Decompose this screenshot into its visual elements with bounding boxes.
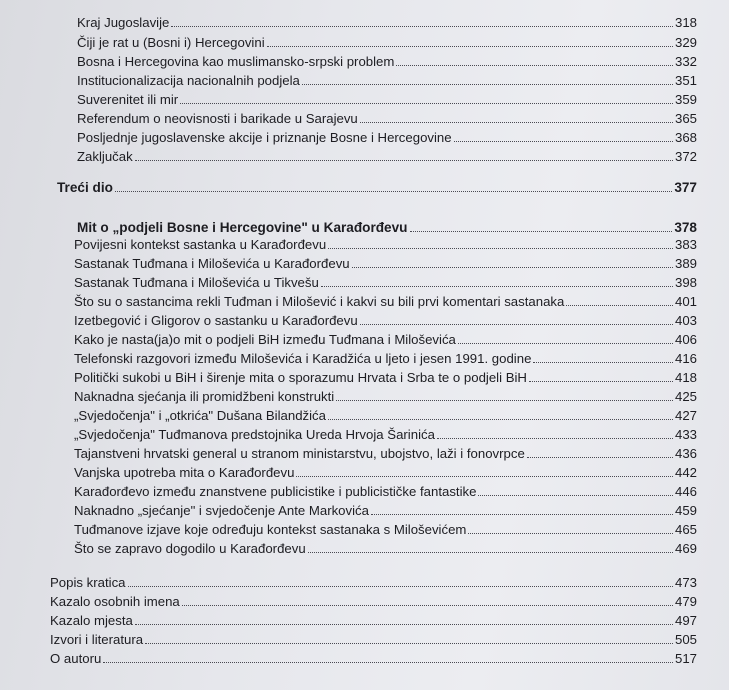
toc-entry xyxy=(77,54,697,69)
toc-page: 425 xyxy=(674,389,697,404)
toc-title: Popis kratica xyxy=(50,575,126,590)
toc-title: Suverenitet ili mir xyxy=(77,92,179,107)
toc-page: 473 xyxy=(674,575,697,590)
toc-entry xyxy=(50,594,697,609)
dot-leader xyxy=(115,191,672,192)
dot-leader xyxy=(328,248,673,249)
toc-page: 505 xyxy=(674,632,697,647)
toc-entry xyxy=(74,503,697,518)
dot-leader xyxy=(336,400,673,401)
toc-title: Tuđmanove izjave koje određuju kontekst sastanaka s Miloševićem xyxy=(74,522,467,537)
dot-leader xyxy=(321,286,673,287)
toc-entry xyxy=(74,541,697,556)
toc-page: 436 xyxy=(674,446,697,461)
toc-title: Što se zapravo dogodilo u Karađorđevu xyxy=(74,541,306,556)
toc-entry xyxy=(74,389,697,404)
toc-title: „Svjedočenja" i „otkrića" Dušana Bilandžića xyxy=(74,408,326,423)
toc-title: Treći dio xyxy=(57,180,113,195)
toc-title: Mit o „podjeli Bosne i Hercegovine" u Karađorđevu xyxy=(77,220,408,235)
chapter-heading xyxy=(77,220,697,235)
dot-leader xyxy=(267,46,673,47)
toc-entry xyxy=(50,575,697,590)
dot-leader xyxy=(352,267,673,268)
toc-page: 469 xyxy=(674,541,697,556)
dot-leader xyxy=(437,438,673,439)
toc-title: Što su o sastancima rekli Tuđman i Milošević i kakvi su bili prvi komentari sastanaka xyxy=(74,294,565,309)
dot-leader xyxy=(360,324,673,325)
toc-entry xyxy=(77,73,697,88)
toc-entry xyxy=(74,484,697,499)
toc-title: Sastanak Tuđmana i Miloševića u Karađorđevu xyxy=(74,256,350,271)
toc-page: 368 xyxy=(674,130,697,145)
toc-page: 378 xyxy=(674,220,697,235)
toc-title: Karađorđevo između znanstvene publicistike i publicističke fantastike xyxy=(74,484,477,499)
toc-title: Politički sukobi u BiH i širenje mita o sporazumu Hrvata i Srba te o podjeli BiH xyxy=(74,370,527,385)
toc-page: 465 xyxy=(674,522,697,537)
dot-leader xyxy=(182,605,673,606)
toc-page: 389 xyxy=(674,256,697,271)
toc-page: 401 xyxy=(674,294,697,309)
toc-page: 427 xyxy=(674,408,697,423)
toc-entry xyxy=(50,651,697,666)
toc-title: Kako je nasta(ja)o mit o podjeli BiH između Tuđmana i Miloševića xyxy=(74,332,456,347)
dot-leader xyxy=(171,26,673,27)
toc-page: 479 xyxy=(674,594,697,609)
dot-leader xyxy=(527,457,673,458)
dot-leader xyxy=(396,65,673,66)
toc-entry xyxy=(77,15,697,30)
toc-page: 329 xyxy=(674,35,697,50)
toc-title: Referendum o neovisnosti i barikade u Sarajevu xyxy=(77,111,358,126)
toc-page: 359 xyxy=(674,92,697,107)
toc-title: Institucionalizacija nacionalnih podjela xyxy=(77,73,300,88)
dot-leader xyxy=(371,514,673,515)
toc-entry xyxy=(50,613,697,628)
toc-entry xyxy=(74,408,697,423)
dot-leader xyxy=(135,624,673,625)
toc-title: Telefonski razgovori između Miloševića i Karadžića u ljeto i jesen 1991. godine xyxy=(74,351,532,366)
toc-title: Izetbegović i Gligorov o sastanku u Karađorđevu xyxy=(74,313,358,328)
dot-leader xyxy=(103,662,673,663)
toc-page: 351 xyxy=(674,73,697,88)
dot-leader xyxy=(478,495,673,496)
toc-entry xyxy=(74,256,697,271)
toc-entry xyxy=(77,111,697,126)
toc-page: 433 xyxy=(674,427,697,442)
toc-title: Bosna i Hercegovina kao muslimansko-srpski problem xyxy=(77,54,395,69)
dot-leader xyxy=(533,362,673,363)
toc-page: 377 xyxy=(674,180,697,195)
toc-entry xyxy=(50,632,697,647)
toc-page: 517 xyxy=(674,651,697,666)
toc-entry xyxy=(74,427,697,442)
dot-leader xyxy=(566,305,673,306)
toc-entry xyxy=(77,35,697,50)
toc-title: Tajanstveni hrvatski general u stranom ministarstvu, ubojstvo, laži i fonovrpce xyxy=(74,446,525,461)
toc-title: Posljednje jugoslavenske akcije i priznanje Bosne i Hercegovine xyxy=(77,130,452,145)
toc-title: Naknadna sjećanja ili promidžbeni konstrukti xyxy=(74,389,335,404)
toc-entry xyxy=(74,351,697,366)
dot-leader xyxy=(296,476,673,477)
toc-title: Kazalo osobnih imena xyxy=(50,594,180,609)
toc-page: 383 xyxy=(674,237,697,252)
dot-leader xyxy=(302,84,673,85)
toc-title: „Svjedočenja" Tuđmanova predstojnika Ureda Hrvoja Šarinića xyxy=(74,427,435,442)
toc-page: 406 xyxy=(674,332,697,347)
toc-page: 365 xyxy=(674,111,697,126)
dot-leader xyxy=(458,343,673,344)
dot-leader xyxy=(145,643,673,644)
toc-title: Izvori i literatura xyxy=(50,632,144,647)
toc-entry xyxy=(74,275,697,290)
toc-page: 416 xyxy=(674,351,697,366)
toc-entry xyxy=(77,130,697,145)
part-heading xyxy=(57,180,697,195)
toc-page: 372 xyxy=(674,149,697,164)
toc-page: 497 xyxy=(674,613,697,628)
toc-entry xyxy=(74,332,697,347)
toc-entry xyxy=(74,465,697,480)
dot-leader xyxy=(468,533,673,534)
toc-title: Sastanak Tuđmana i Miloševića u Tikvešu xyxy=(74,275,319,290)
toc-title: Zaključak xyxy=(77,149,133,164)
dot-leader xyxy=(180,103,673,104)
toc-entry xyxy=(74,237,697,252)
dot-leader xyxy=(135,160,673,161)
toc-entry xyxy=(74,522,697,537)
toc-title: Vanjska upotreba mita o Karađorđevu xyxy=(74,465,295,480)
toc-page: 398 xyxy=(674,275,697,290)
dot-leader xyxy=(328,419,673,420)
toc-title: Čiji je rat u (Bosni i) Hercegovini xyxy=(77,35,265,50)
toc-page: 459 xyxy=(674,503,697,518)
toc-title: O autoru xyxy=(50,651,102,666)
toc-page: 332 xyxy=(674,54,697,69)
dot-leader xyxy=(454,141,673,142)
toc-entry xyxy=(74,294,697,309)
toc-title: Kraj Jugoslavije xyxy=(77,15,170,30)
toc-entry xyxy=(74,313,697,328)
dot-leader xyxy=(410,231,673,232)
dot-leader xyxy=(360,122,673,123)
toc-entry xyxy=(74,370,697,385)
toc-entry xyxy=(77,149,697,164)
toc-page: 442 xyxy=(674,465,697,480)
toc-entry xyxy=(74,446,697,461)
toc-page: 446 xyxy=(674,484,697,499)
toc-page: 418 xyxy=(674,370,697,385)
toc-title: Povijesni kontekst sastanka u Karađorđevu xyxy=(74,237,327,252)
toc-entry xyxy=(77,92,697,107)
dot-leader xyxy=(128,586,673,587)
toc-title: Kazalo mjesta xyxy=(50,613,133,628)
toc-page: 318 xyxy=(674,15,697,30)
toc-title: Naknadno „sjećanje" i svjedočenje Ante Markovića xyxy=(74,503,369,518)
toc-page: 403 xyxy=(674,313,697,328)
dot-leader xyxy=(529,381,673,382)
dot-leader xyxy=(308,552,673,553)
